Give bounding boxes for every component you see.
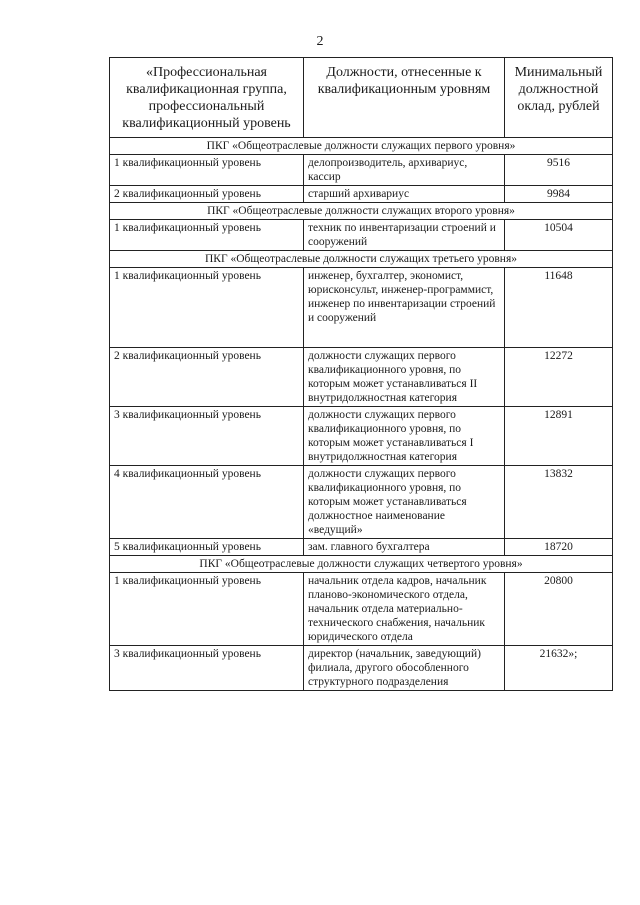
level-cell: 2 квалификационный уровень (110, 348, 304, 407)
positions-cell: техник по инвентаризации строений и сооружений (304, 220, 505, 251)
level-cell: 1 квалификационный уровень (110, 220, 304, 251)
salary-cell: 9516 (505, 155, 613, 186)
salary-cell: 12891 (505, 407, 613, 466)
salary-cell: 10504 (505, 220, 613, 251)
level-cell: 1 квалификационный уровень (110, 268, 304, 348)
table-row (110, 646, 613, 691)
level-cell: 3 квалификационный уровень (110, 646, 304, 691)
positions-cell: директор (начальник, заведующий) филиала, другого обособленного структурного подразделения (304, 646, 505, 691)
level-cell: 3 квалификационный уровень (110, 407, 304, 466)
salary-cell: 11648 (505, 268, 613, 348)
group-title: ПКГ «Общеотраслевые должности служащих четвертого уровня» (110, 556, 613, 573)
salary-cell: 20800 (505, 573, 613, 646)
positions-cell: старший архивариус (304, 186, 505, 203)
positions-cell: должности служащих первого квалификационного уровня, по которым может устанавливаться I внутридолжностная категория (304, 407, 505, 466)
table-row (110, 155, 613, 186)
positions-cell: зам. главного бухгалтера (304, 539, 505, 556)
salary-cell: 9984 (505, 186, 613, 203)
level-cell: 4 квалификационный уровень (110, 466, 304, 539)
table-row (110, 539, 613, 556)
salary-cell: 21632»; (505, 646, 613, 691)
group-row (110, 556, 613, 573)
header-min-salary: Минимальный должностной оклад, рублей (505, 58, 613, 138)
salary-cell: 13832 (505, 466, 613, 539)
table-row (110, 407, 613, 466)
page-number: 2 (316, 34, 324, 49)
table-row (110, 573, 613, 646)
positions-cell: начальник отдела кадров, начальник планово-экономического отдела, начальник отдела материально-технического снабжения, начальник юридического отдела (304, 573, 505, 646)
table-row (110, 186, 613, 203)
table-row (110, 466, 613, 539)
table-row (110, 348, 613, 407)
level-cell: 2 квалификационный уровень (110, 186, 304, 203)
group-title: ПКГ «Общеотраслевые должности служащих третьего уровня» (110, 251, 613, 268)
group-row (110, 138, 613, 155)
positions-cell: должности служащих первого квалификационного уровня, по которым может устанавливаться II внутридолжностная категория (304, 348, 505, 407)
salary-cell: 12272 (505, 348, 613, 407)
header-group-level: «Профессиональная квалификационная группа, профессиональный квалификационный уровень (110, 58, 304, 138)
positions-cell: должности служащих первого квалификационного уровня, по которым может устанавливаться должностное наименование «ведущий» (304, 466, 505, 539)
salary-cell: 18720 (505, 539, 613, 556)
header-positions: Должности, отнесенные к квалификационным уровням (304, 58, 505, 138)
group-title: ПКГ «Общеотраслевые должности служащих второго уровня» (110, 203, 613, 220)
table-header-row (110, 58, 613, 138)
group-row (110, 251, 613, 268)
level-cell: 1 квалификационный уровень (110, 573, 304, 646)
positions-cell: инженер, бухгалтер, экономист, юрисконсульт, инженер-программист, инженер по инвентаризации строений и сооружений (304, 268, 505, 348)
group-title: ПКГ «Общеотраслевые должности служащих первого уровня» (110, 138, 613, 155)
level-cell: 1 квалификационный уровень (110, 155, 304, 186)
positions-cell: делопроизводитель, архивариус, кассир (304, 155, 505, 186)
salary-table (109, 57, 613, 691)
table-row (110, 220, 613, 251)
level-cell: 5 квалификационный уровень (110, 539, 304, 556)
table-row (110, 268, 613, 348)
group-row (110, 203, 613, 220)
